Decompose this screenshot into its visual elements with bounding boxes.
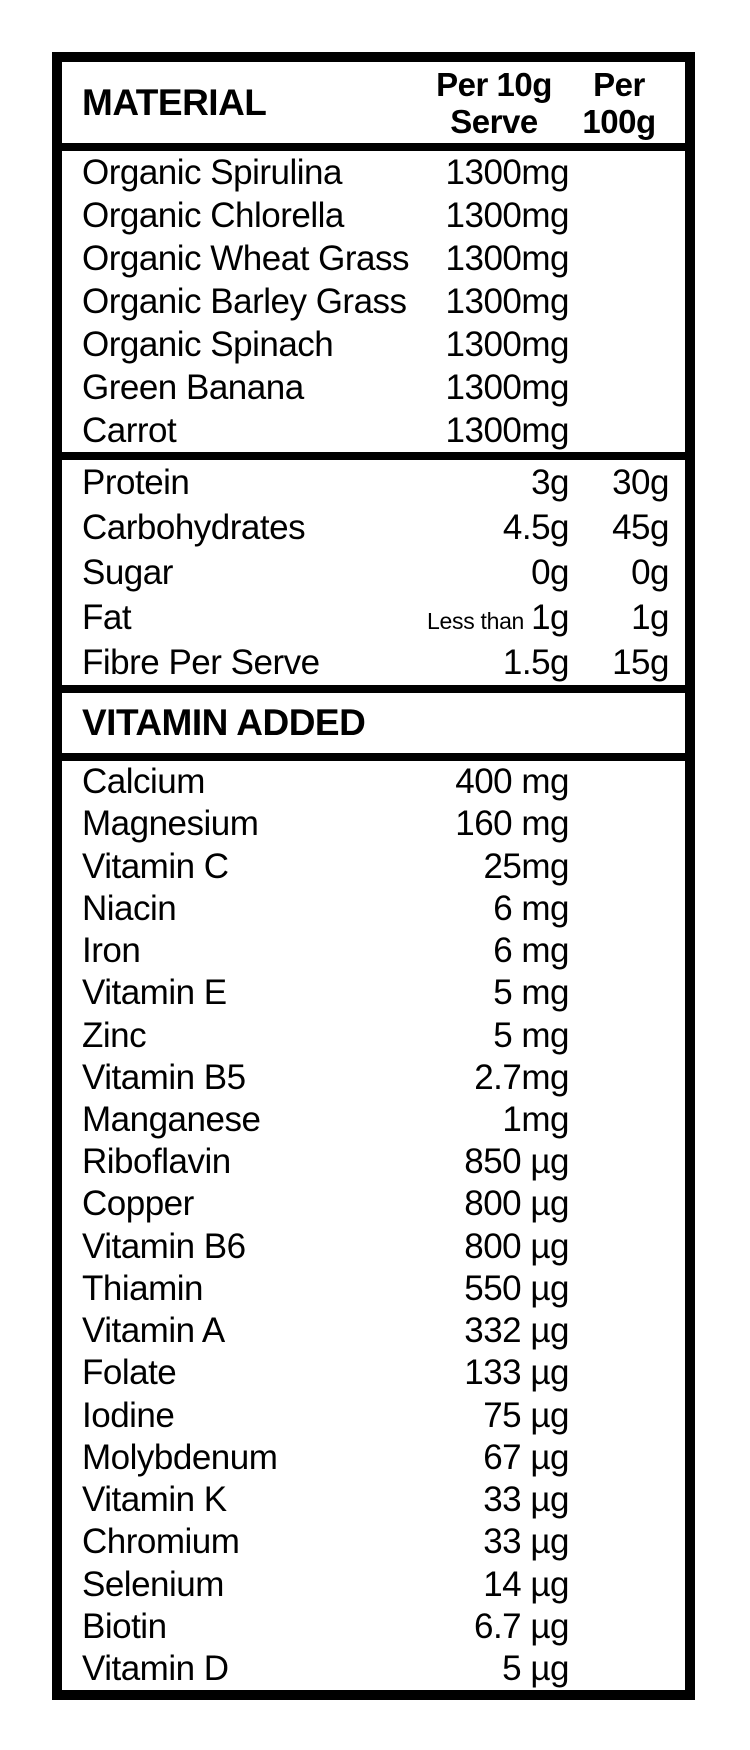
table-row [62, 505, 685, 550]
row-label: Molybdenum [82, 1437, 278, 1477]
row-label: Chromium [82, 1522, 240, 1562]
divider [62, 452, 685, 460]
row-value-per-serve: 14 µg [483, 1564, 569, 1604]
table-row [62, 1352, 685, 1394]
row-label: Vitamin B6 [82, 1226, 246, 1266]
row-value-per-serve: 6.7 µg [473, 1606, 569, 1646]
row-label: Zinc [82, 1015, 147, 1055]
row-value-per-100g: 0g [631, 552, 669, 592]
row-value-per-serve: 850 µg [464, 1142, 569, 1182]
row-value-per-serve: 67 µg [483, 1437, 569, 1477]
row-label: Carbohydrates [82, 507, 306, 547]
vitamins-section [62, 761, 685, 1690]
divider [62, 685, 685, 693]
row-value-per-100g: 1g [631, 597, 669, 637]
row-value-per-serve: 75 µg [483, 1395, 569, 1435]
row-label: Vitamin D [82, 1649, 229, 1689]
row-label: Organic Chlorella [82, 195, 344, 235]
table-row [62, 1141, 685, 1183]
row-value-per-serve: 3g [531, 462, 569, 502]
row-value-per-serve: 5 mg [493, 1015, 569, 1055]
table-row [62, 1014, 685, 1056]
row-value-per-serve: 33 µg [483, 1480, 569, 1520]
row-value-per-100g: 45g [612, 507, 669, 547]
table-row [62, 1395, 685, 1437]
row-label: Calcium [82, 762, 205, 802]
row-value-per-serve: 1300mg [445, 195, 569, 235]
row-label: Niacin [82, 888, 177, 928]
less-than-qualifier: Less than [427, 607, 525, 634]
table-row [62, 1226, 685, 1268]
row-label: Sugar [82, 552, 173, 592]
row-value-per-serve: 1300mg [445, 324, 569, 364]
row-label: Protein [82, 462, 190, 502]
table-row [62, 1521, 685, 1563]
row-value-per-serve: 5 mg [493, 973, 569, 1013]
row-value-per-serve: 1300mg [445, 238, 569, 278]
table-row [62, 460, 685, 505]
row-value-per-serve: 1mg [502, 1099, 569, 1139]
row-value-per-serve: 332 µg [464, 1311, 569, 1351]
table-row [62, 1437, 685, 1479]
row-value-per-100g: 15g [612, 642, 669, 682]
table-row [62, 409, 685, 452]
per-100g-header-line1: Per [593, 65, 645, 103]
row-label: Magnesium [82, 804, 259, 844]
row-value-per-serve: 33 µg [483, 1522, 569, 1562]
table-row [62, 1183, 685, 1225]
row-label: Vitamin E [82, 973, 227, 1013]
row-label: Thiamin [82, 1268, 203, 1308]
nutrition-label-panel [52, 52, 695, 1700]
table-row [62, 972, 685, 1014]
row-value-per-serve: 6 mg [493, 931, 569, 971]
row-value-per-serve: 1300mg [445, 152, 569, 192]
table-row [62, 845, 685, 887]
row-value-per-serve: 0g [531, 552, 569, 592]
row-value-per-serve: 800 µg [464, 1184, 569, 1224]
row-label: Iodine [82, 1395, 175, 1435]
row-label: Green Banana [82, 367, 304, 407]
per-serve-column-header [419, 66, 569, 140]
table-row [62, 151, 685, 194]
row-label: Iron [82, 931, 141, 971]
row-label: Organic Barley Grass [82, 281, 407, 321]
per-serve-header-line2: Serve [450, 102, 538, 140]
table-row [62, 640, 685, 685]
row-value-per-serve: 800 µg [464, 1226, 569, 1266]
table-row [62, 761, 685, 803]
table-row [62, 595, 685, 640]
row-value-per-100g: 30g [612, 462, 669, 502]
row-label: Folate [82, 1353, 177, 1393]
row-label: Carrot [82, 410, 177, 450]
table-row [62, 1099, 685, 1141]
table-row [62, 1606, 685, 1648]
table-row [62, 237, 685, 280]
row-label: Riboflavin [82, 1142, 231, 1182]
table-row [62, 194, 685, 237]
row-label: Organic Wheat Grass [82, 238, 409, 278]
table-row [62, 550, 685, 595]
row-label: Vitamin K [82, 1480, 227, 1520]
table-row [62, 1310, 685, 1352]
row-label: Fat [82, 597, 132, 637]
divider [62, 753, 685, 761]
row-value-per-serve: 550 µg [464, 1268, 569, 1308]
row-value-per-serve: 25mg [483, 846, 569, 886]
vitamin-added-section-header [62, 693, 685, 753]
vitamin-added-title: VITAMIN ADDED [82, 702, 366, 743]
row-label: Fibre Per Serve [82, 642, 320, 682]
row-value-per-serve: 2.7mg [474, 1057, 569, 1097]
macros-section [62, 460, 685, 685]
row-value-per-serve: 4.5g [502, 507, 569, 547]
divider [62, 143, 685, 151]
row-value-per-serve: 133 µg [464, 1353, 569, 1393]
per-100g-header-line2: 100g [582, 102, 656, 140]
table-row [62, 1057, 685, 1099]
row-value-per-serve: 1300mg [445, 367, 569, 407]
row-value-per-serve [419, 598, 569, 638]
row-label: Organic Spirulina [82, 152, 342, 192]
row-label: Manganese [82, 1099, 261, 1139]
per-100g-column-header [569, 66, 669, 140]
row-value-per-serve: 6 mg [493, 888, 569, 928]
row-value-per-serve: 1.5g [502, 642, 569, 682]
table-row [62, 323, 685, 366]
row-value-per-serve: 1300mg [445, 281, 569, 321]
table-header [62, 62, 685, 143]
row-label: Organic Spinach [82, 324, 334, 364]
row-label: Copper [82, 1184, 194, 1224]
row-value-per-serve: 400 mg [455, 762, 569, 802]
table-row [62, 366, 685, 409]
row-value-per-serve: 1300mg [445, 410, 569, 450]
table-row [62, 1563, 685, 1605]
row-label: Biotin [82, 1606, 167, 1646]
row-label: Vitamin C [82, 846, 229, 886]
table-row [62, 1268, 685, 1310]
per-serve-header-line1: Per 10g [436, 65, 552, 103]
row-value-per-serve-amount: 1g [531, 597, 569, 637]
row-label: Vitamin B5 [82, 1057, 246, 1097]
table-row [62, 1648, 685, 1690]
table-row [62, 930, 685, 972]
table-row [62, 888, 685, 930]
row-value-per-serve: 160 mg [455, 804, 569, 844]
row-label: Selenium [82, 1564, 224, 1604]
row-label: Vitamin A [82, 1311, 225, 1351]
table-row [62, 280, 685, 323]
row-value-per-serve: 5 µg [502, 1649, 569, 1689]
material-column-header: MATERIAL [82, 81, 267, 123]
materials-section [62, 151, 685, 452]
table-row [62, 803, 685, 845]
table-row [62, 1479, 685, 1521]
